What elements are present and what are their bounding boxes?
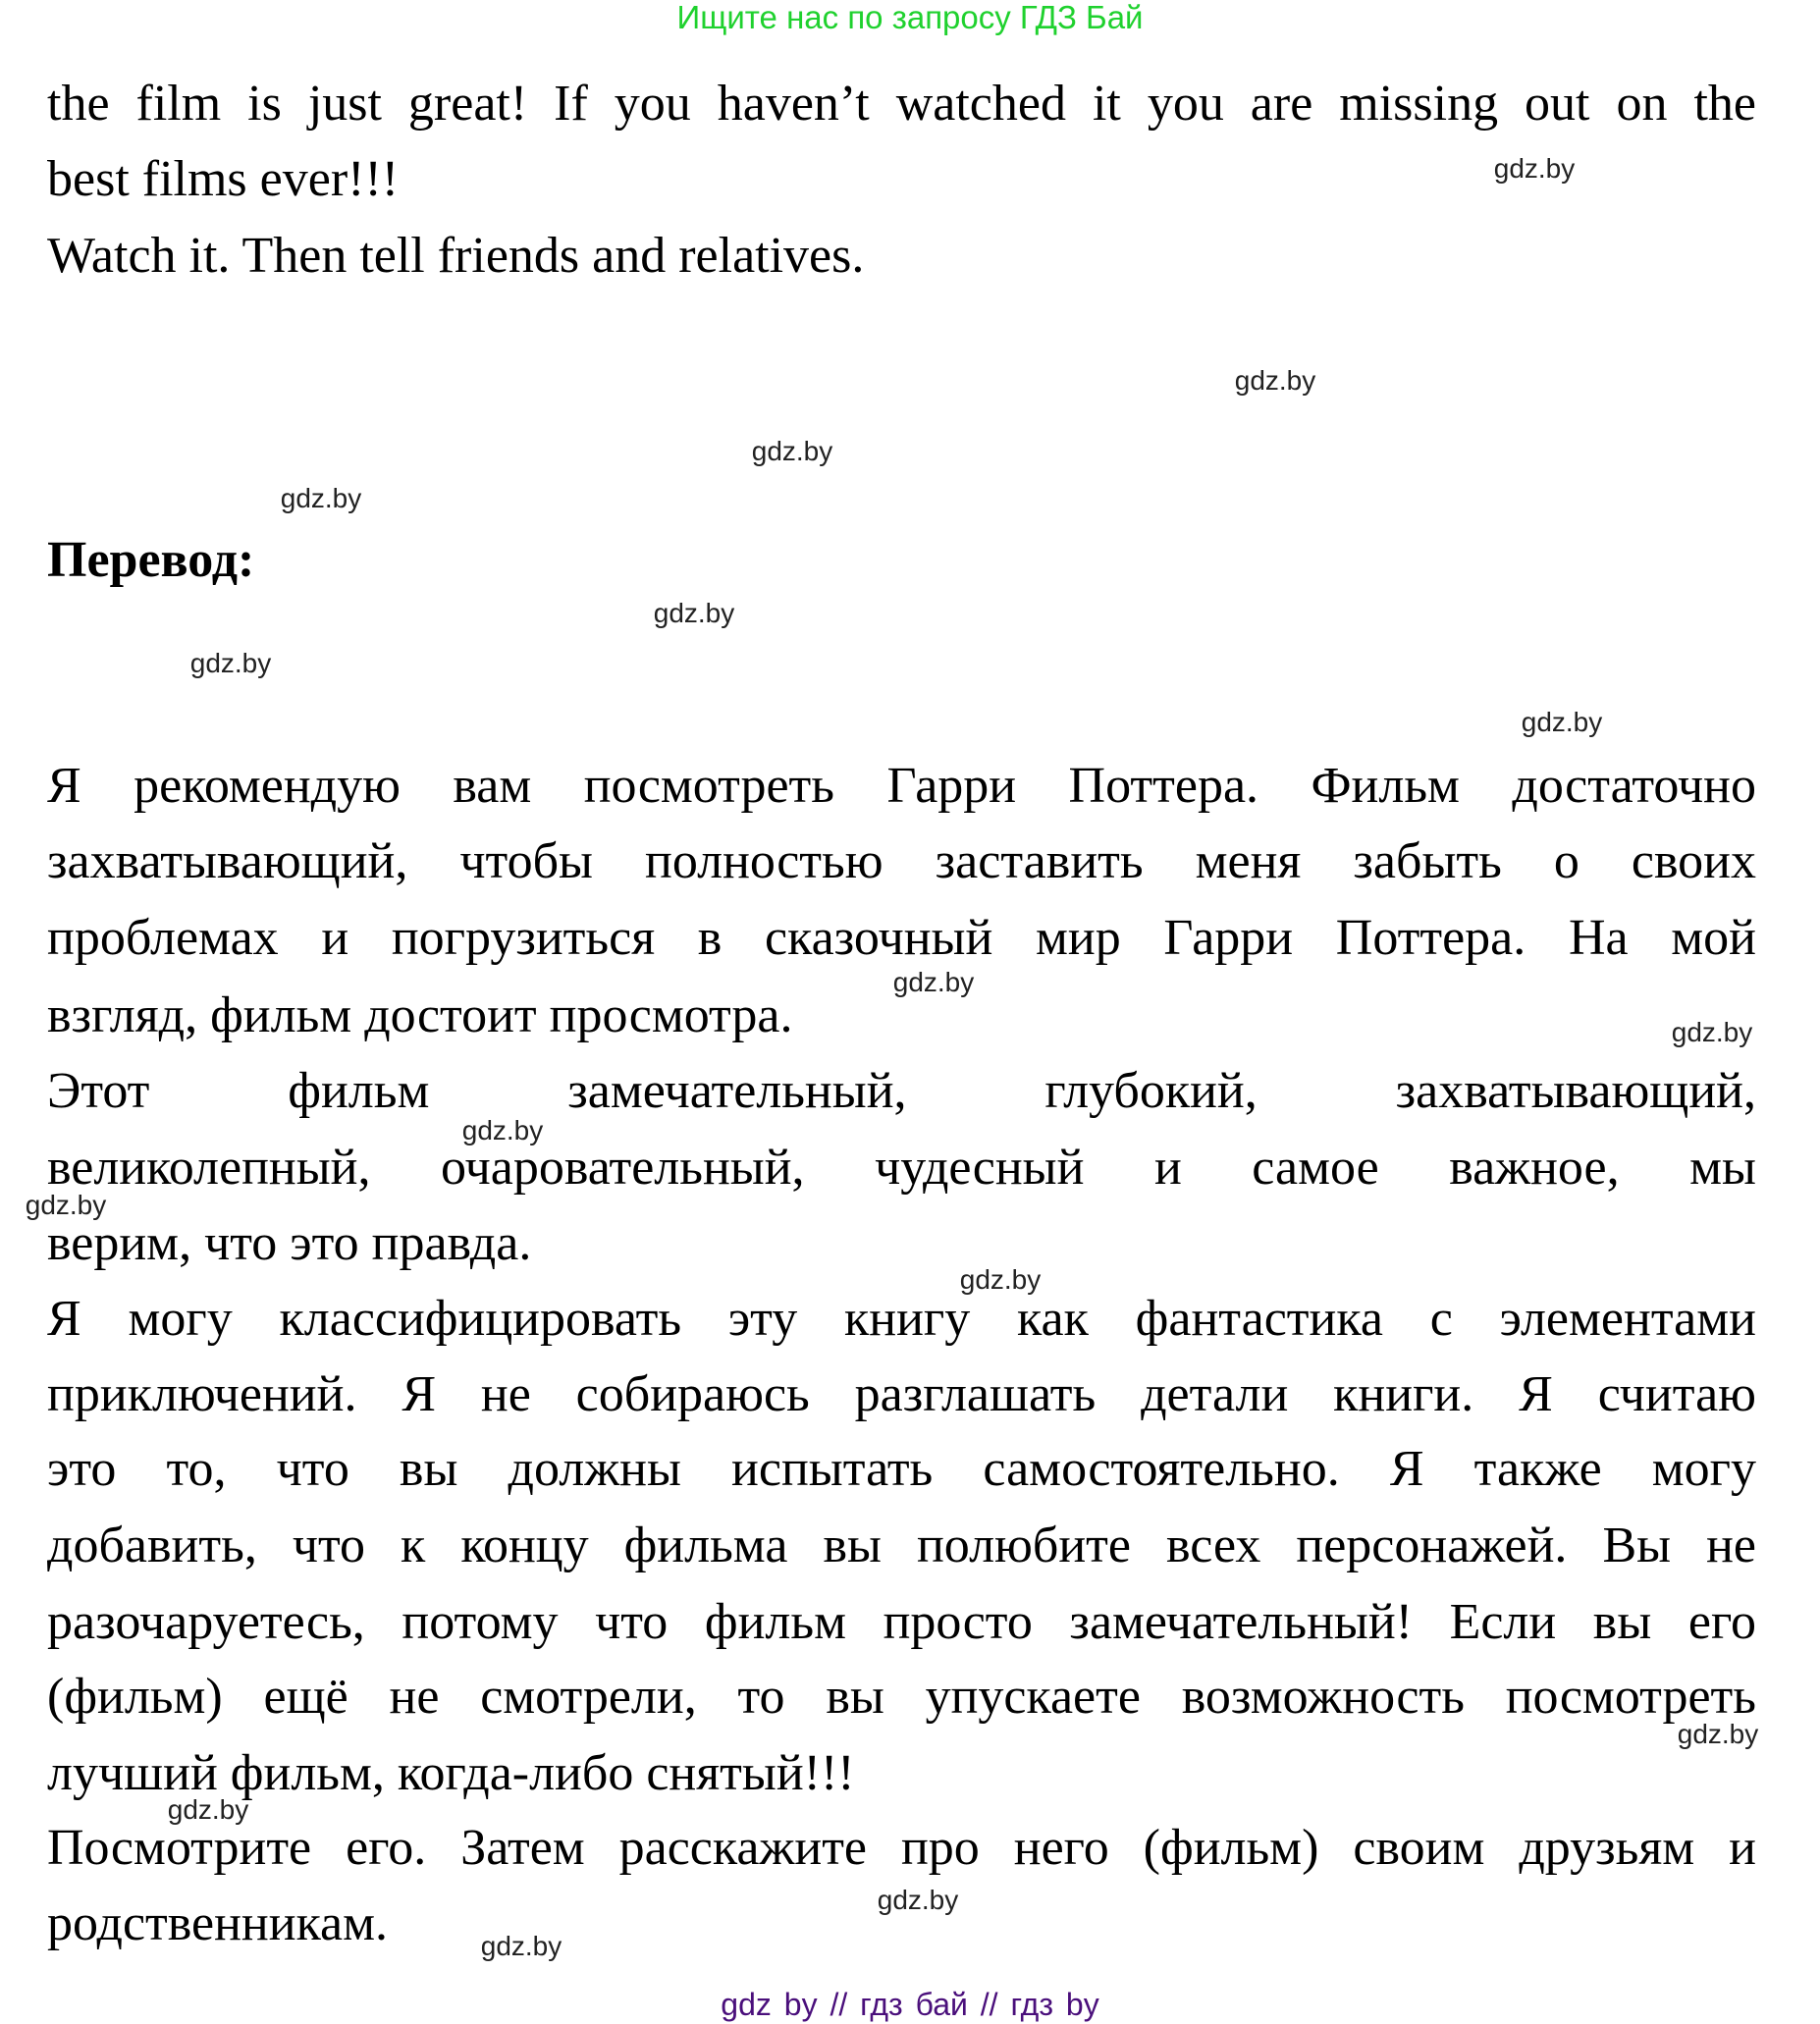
watermark: gdz.by bbox=[959, 1264, 1042, 1295]
watermark: gdz.by bbox=[280, 483, 362, 513]
watermark: gdz.by bbox=[1521, 707, 1603, 737]
translation-line: захватывающий, чтобы полностью заставить меня забыть о своих bbox=[47, 833, 1756, 889]
translation-line: Я рекомендую вам посмотреть Гарри Поттера. Фильм достаточно bbox=[47, 758, 1756, 814]
translation-line: верим, что это правда. bbox=[47, 1215, 532, 1271]
english-line: Watch it. Then tell friends and relatives. bbox=[47, 228, 865, 284]
watermark: gdz.by bbox=[653, 598, 735, 628]
watermark: gdz.by bbox=[877, 1885, 959, 1915]
watermark: gdz.by bbox=[1677, 1719, 1759, 1749]
translation-line: Этот фильм замечательный, глубокий, захватывающий, bbox=[47, 1063, 1756, 1119]
watermark: gdz.by bbox=[461, 1115, 544, 1145]
translation-heading: Перевод: bbox=[47, 532, 255, 588]
translation-line: (фильм) ещё не смотрели, то вы упускаете возможность посмотреть bbox=[47, 1669, 1756, 1725]
translation-line: Посмотрите его. Затем расскажите про него (фильм) своим друзьям и bbox=[47, 1820, 1756, 1876]
watermark: gdz.by bbox=[751, 436, 833, 466]
translation-line: проблемах и погрузиться в сказочный мир Гарри Поттера. На мой bbox=[47, 910, 1756, 966]
translation-line: великолепный, очаровательный, чудесный и самое важное, мы bbox=[47, 1140, 1756, 1196]
search-hint-banner: Ищите нас по запросу ГДЗ Бай bbox=[676, 0, 1144, 35]
translation-line: родственникам. bbox=[47, 1895, 389, 1951]
watermark: gdz.by bbox=[25, 1190, 107, 1220]
footer-links: gdz by // гдз бай // гдз by bbox=[721, 1987, 1099, 2022]
watermark: gdz.by bbox=[1671, 1017, 1753, 1047]
english-line: the film is just great! If you haven’t watched it you are missing out on the bbox=[47, 76, 1756, 132]
translation-line: приключений. Я не собираюсь разглашать детали книги. Я считаю bbox=[47, 1366, 1756, 1422]
watermark: gdz.by bbox=[1493, 153, 1576, 184]
translation-line: лучший фильм, когда-либо снятый!!! bbox=[47, 1745, 855, 1801]
translation-line: взгляд, фильм достоит просмотра. bbox=[47, 987, 793, 1043]
translation-line: разочаруетесь, потому что фильм просто замечательный! Если вы его bbox=[47, 1594, 1756, 1650]
translation-line: это то, что вы должны испытать самостоятельно. Я также могу bbox=[47, 1441, 1756, 1497]
translation-line: добавить, что к концу фильма вы полюбите всех персонажей. Вы не bbox=[47, 1518, 1756, 1573]
translation-line: Я могу классифицировать эту книгу как фантастика с элементами bbox=[47, 1291, 1756, 1347]
watermark: gdz.by bbox=[892, 967, 975, 997]
watermark: gdz.by bbox=[480, 1931, 562, 1961]
watermark: gdz.by bbox=[1234, 365, 1316, 396]
english-line: best films ever!!! bbox=[47, 151, 400, 207]
watermark: gdz.by bbox=[189, 648, 272, 678]
watermark: gdz.by bbox=[167, 1794, 249, 1825]
